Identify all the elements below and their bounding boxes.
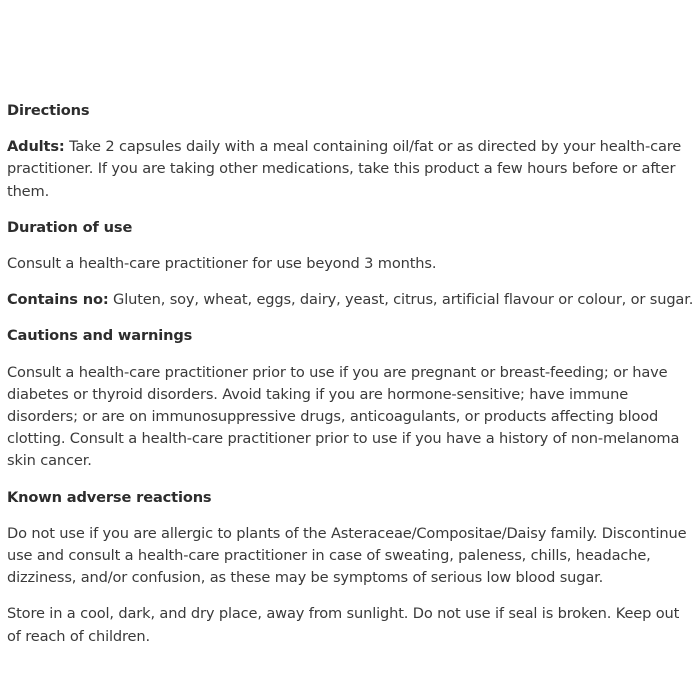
directions-adults-paragraph xyxy=(7,136,694,203)
adverse-text: Do not use if you are allergic to plants of the Asteraceae/Compositae/Daisy family. Discontinue use and consult a health-care practitioner in case of sweating, paleness, chills, headache, dizziness, and/or confusion, as these may be symptoms of serious low blood sugar. xyxy=(7,524,687,587)
contains-no-text: Gluten, soy, wheat, eggs, dairy, yeast, citrus, artificial flavour or colour, or sugar. xyxy=(108,291,694,309)
directions-heading: Directions xyxy=(7,102,90,119)
adverse-heading: Known adverse reactions xyxy=(7,488,212,506)
contains-no-label: Contains no: xyxy=(7,291,109,309)
storage-text: Store in a cool, dark, and dry place, away from sunlight. Do not use if seal is broken. Keep out of reach of children. xyxy=(7,605,680,645)
adults-text: Take 2 capsules daily with a meal containing oil/fat or as directed by your health-care practitioner. If you are taking other medications, take this product a few hours before or after them. xyxy=(7,138,682,200)
duration-heading: Duration of use xyxy=(7,218,133,236)
adults-label: Adults: xyxy=(7,138,65,156)
cautions-heading: Cautions and warnings xyxy=(7,327,193,345)
duration-text: Consult a health-care practitioner for use beyond 3 months. xyxy=(7,255,437,273)
contains-no-paragraph xyxy=(7,289,694,311)
cautions-text: Consult a health-care practitioner prior to use if you are pregnant or breast-feeding; or have diabetes or thyroid disorders. Avoid taking if you are hormone-sensitive; have immune disorders; or are on immunosuppressive drugs, anticoagulants, or products affecting blood clotting. Consult a health-care practitioner prior to use if you have a history of non-melanoma skin cancer. xyxy=(7,363,680,470)
